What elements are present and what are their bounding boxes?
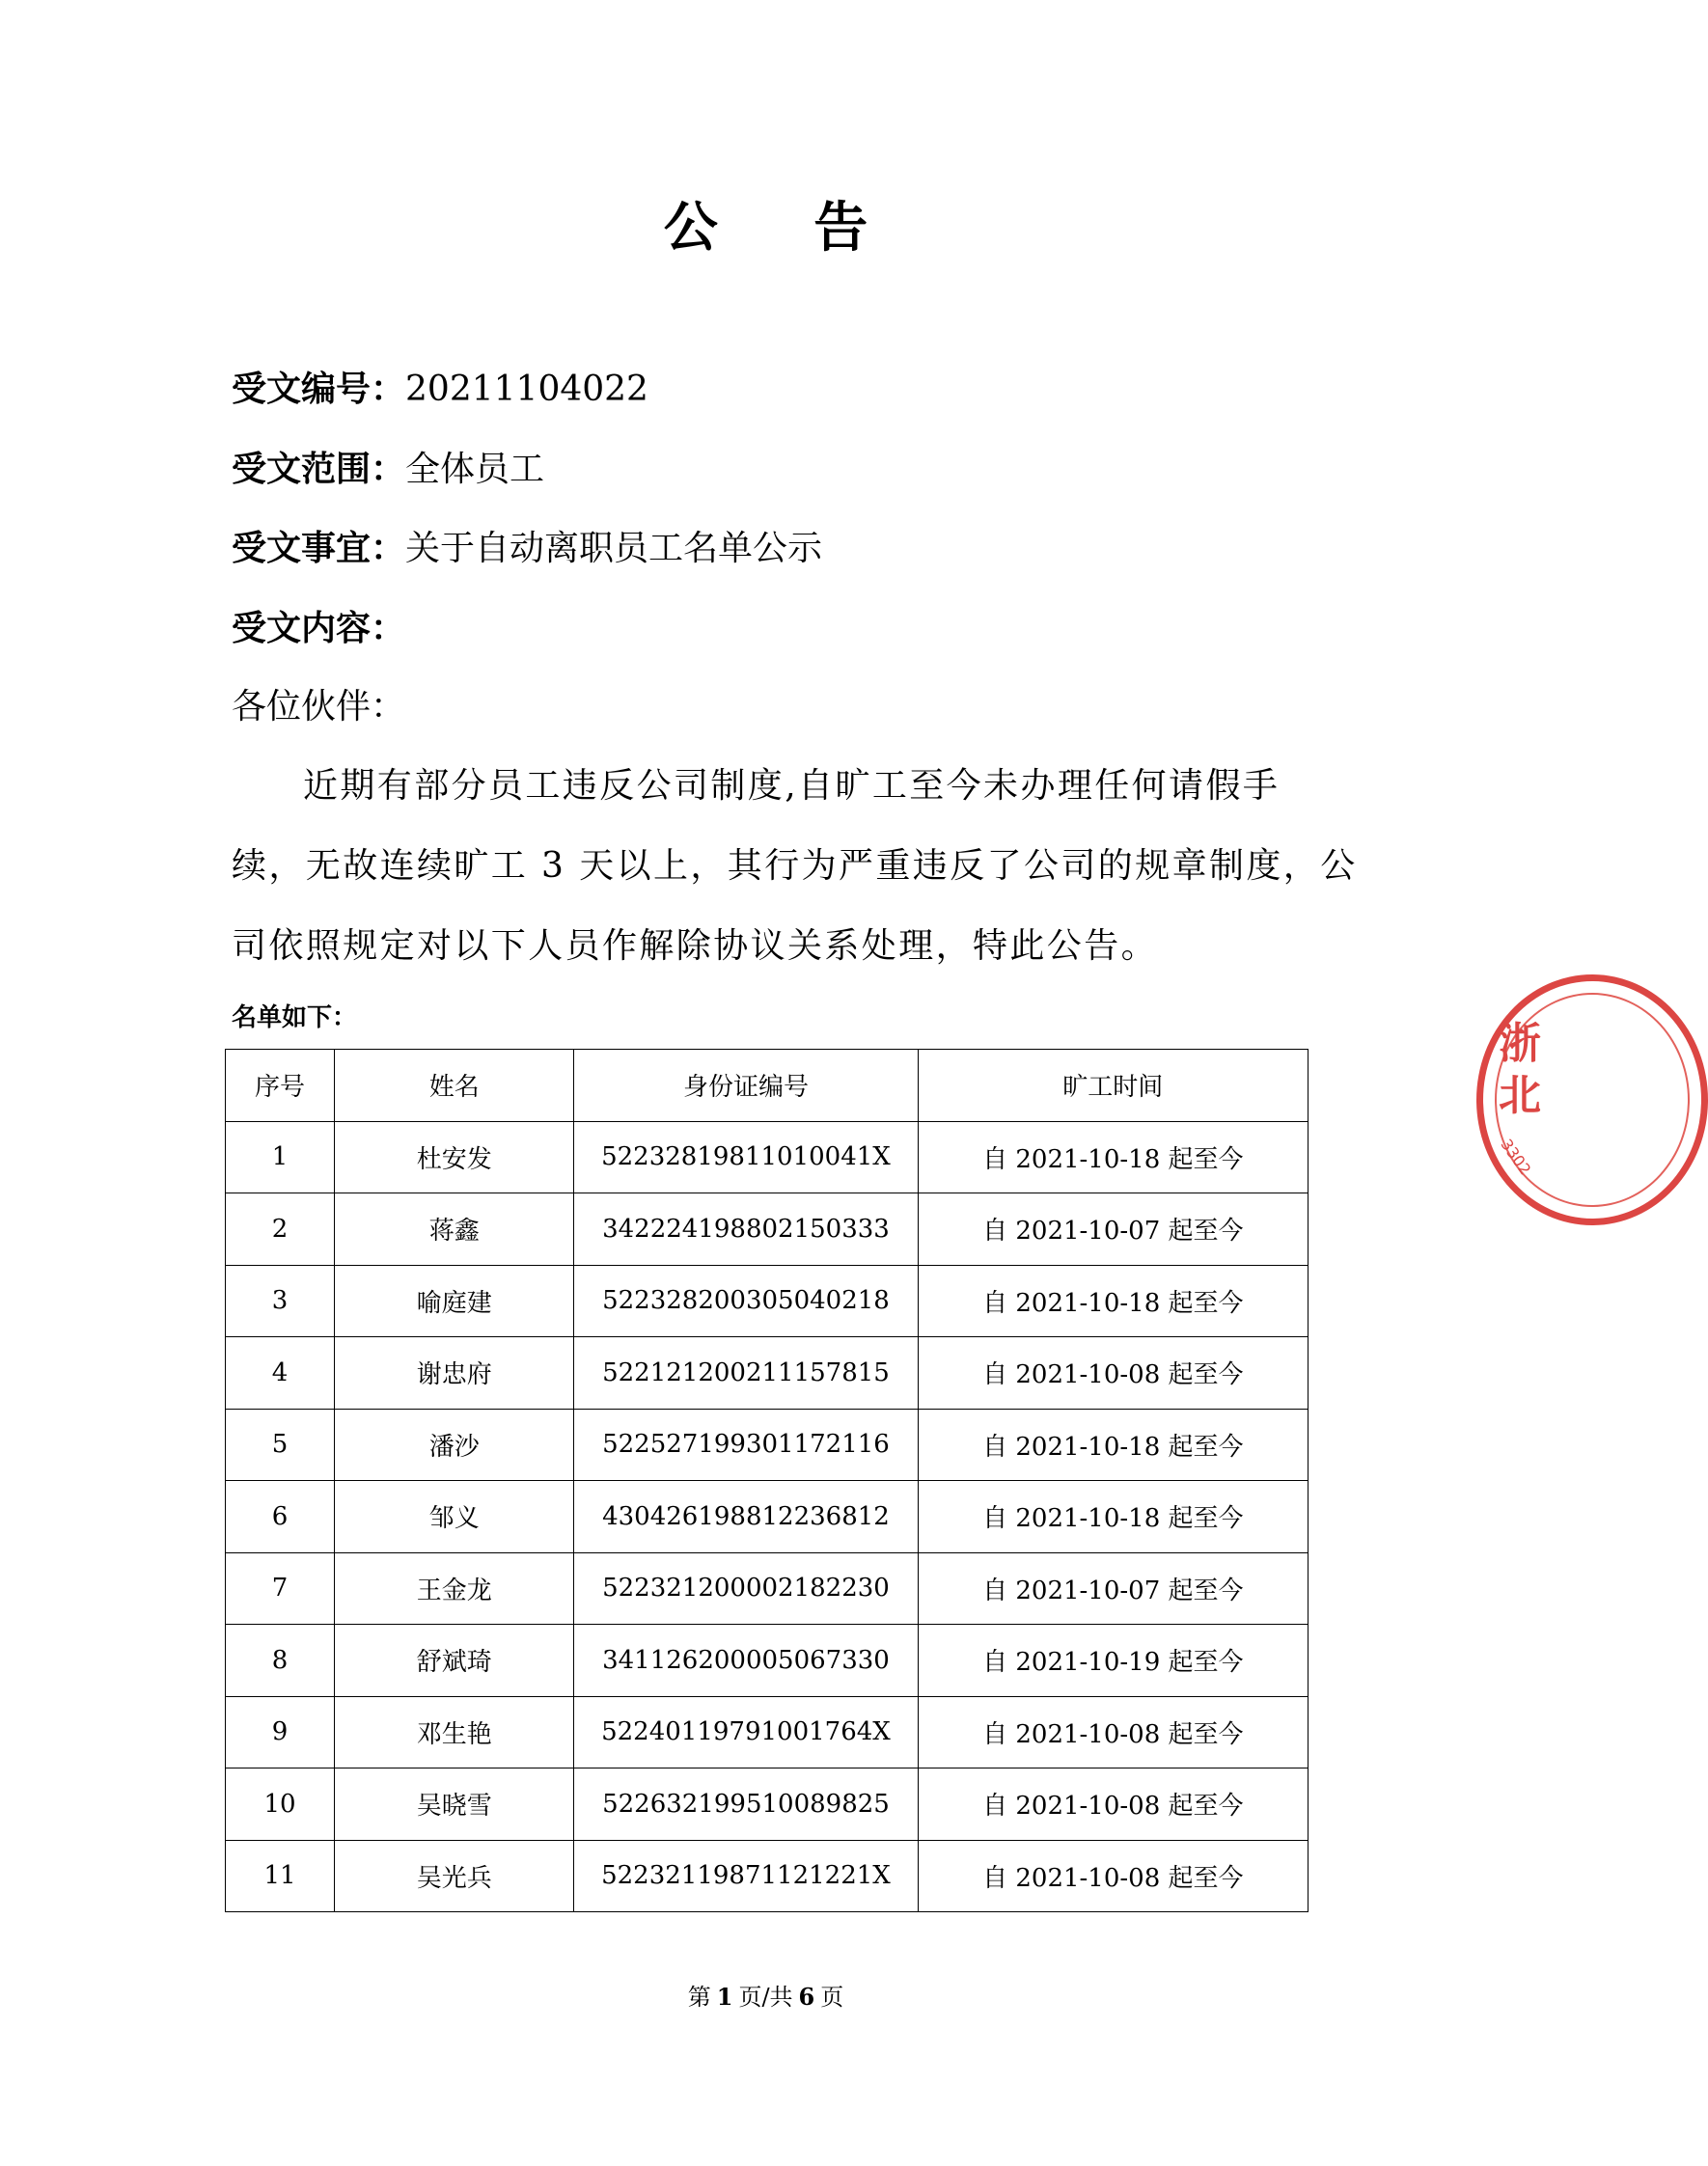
cell-id-number: 52240119791001764X: [574, 1696, 918, 1768]
cell-absence-time: 自 2021-10-08 起至今: [918, 1696, 1308, 1768]
table-header-row: [226, 1050, 1309, 1122]
cell-id-number: 430426198812236812: [574, 1481, 918, 1553]
cell-id-number: 522321200002182230: [574, 1552, 918, 1625]
cell-absence-time: 自 2021-10-18 起至今: [918, 1481, 1308, 1553]
cell-id-number: 522527199301172116: [574, 1409, 918, 1481]
cell-name: 吴晓雪: [335, 1768, 574, 1841]
cell-id-number: 52232119871121221X: [574, 1840, 918, 1912]
table-row: [226, 1193, 1309, 1266]
dismissal-table: [225, 1049, 1309, 1912]
cell-name: 邓生艳: [335, 1696, 574, 1768]
header-absence-time: 旷工时间: [918, 1050, 1308, 1122]
doc-content-line: [232, 604, 405, 653]
doc-number-line: [232, 365, 648, 414]
doc-scope-label: 受文范围：: [232, 449, 406, 489]
footer-suffix: 页: [820, 1984, 844, 2011]
cell-id-number: 52232819811010041X: [574, 1121, 918, 1193]
footer-prefix: 第: [687, 1984, 711, 2011]
cell-absence-time: 自 2021-10-19 起至今: [918, 1625, 1308, 1697]
cell-absence-time: 自 2021-10-18 起至今: [918, 1409, 1308, 1481]
greeting: 各位伙伴：: [232, 687, 406, 727]
cell-id-number: 522121200211157815: [574, 1337, 918, 1410]
cell-name: 王金龙: [335, 1552, 574, 1625]
list-heading: 名单如下：: [232, 1003, 358, 1032]
doc-matter-label: 受文事宜：: [232, 528, 406, 568]
cell-name: 潘沙: [335, 1409, 574, 1481]
cell-name: 喻庭建: [335, 1265, 574, 1337]
table-row: [226, 1696, 1309, 1768]
seal-glyph: 浙: [1499, 1019, 1541, 1068]
body-line: 司依照规定对以下人员作解除协议关系处理，特此公告。: [232, 926, 1159, 966]
cell-name: 蒋鑫: [335, 1193, 574, 1266]
cell-absence-time: 自 2021-10-08 起至今: [918, 1840, 1308, 1912]
doc-matter-line: [232, 524, 822, 573]
table-row: [226, 1840, 1309, 1912]
header-name: 姓名: [335, 1050, 574, 1122]
cell-name: 谢忠府: [335, 1337, 574, 1410]
footer-total-pages: 6: [798, 1983, 815, 2011]
company-seal: [1476, 974, 1708, 1225]
cell-index: 8: [226, 1625, 335, 1697]
table-row: [226, 1625, 1309, 1697]
cell-absence-time: 自 2021-10-18 起至今: [918, 1121, 1308, 1193]
cell-index: 11: [226, 1840, 335, 1912]
header-id-number: 身份证编号: [574, 1050, 918, 1122]
table-row: [226, 1481, 1309, 1553]
cell-id-number: 341126200005067330: [574, 1625, 918, 1697]
cell-index: 3: [226, 1265, 335, 1337]
doc-scope-line: [232, 445, 544, 494]
cell-absence-time: 自 2021-10-08 起至今: [918, 1337, 1308, 1410]
doc-content-label: 受文内容：: [232, 608, 406, 648]
cell-index: 2: [226, 1193, 335, 1266]
table-row: [226, 1768, 1309, 1841]
doc-number-label: 受文编号：: [232, 369, 406, 409]
cell-absence-time: 自 2021-10-07 起至今: [918, 1193, 1308, 1266]
cell-name: 杜安发: [335, 1121, 574, 1193]
page-title: 公 告: [663, 196, 907, 260]
cell-absence-time: 自 2021-10-08 起至今: [918, 1768, 1308, 1841]
table-row: [226, 1552, 1309, 1625]
cell-id-number: 522328200305040218: [574, 1265, 918, 1337]
cell-index: 7: [226, 1552, 335, 1625]
cell-index: 10: [226, 1768, 335, 1841]
cell-name: 舒斌琦: [335, 1625, 574, 1697]
cell-index: 6: [226, 1481, 335, 1553]
doc-number-value: 20211104022: [405, 370, 648, 409]
header-index: 序号: [226, 1050, 335, 1122]
table-row: [226, 1265, 1309, 1337]
seal-glyph: 北: [1499, 1071, 1541, 1120]
cell-id-number: 522632199510089825: [574, 1768, 918, 1841]
table-row: [226, 1121, 1309, 1193]
cell-name: 吴光兵: [335, 1840, 574, 1912]
cell-id-number: 342224198802150333: [574, 1193, 918, 1266]
cell-index: 5: [226, 1409, 335, 1481]
body-line: 续，无故连续旷工 3 天以上，其行为严重违反了公司的规章制度，公: [232, 846, 1358, 886]
cell-absence-time: 自 2021-10-18 起至今: [918, 1265, 1308, 1337]
seal-number: 3302: [1497, 1136, 1535, 1179]
doc-scope-value: 全体员工: [405, 450, 545, 489]
cell-index: 9: [226, 1696, 335, 1768]
cell-absence-time: 自 2021-10-07 起至今: [918, 1552, 1308, 1625]
footer-middle: 页/共: [738, 1984, 793, 2011]
cell-index: 4: [226, 1337, 335, 1410]
page-footer: [0, 1981, 1531, 2014]
doc-matter-value: 关于自动离职员工名单公示: [405, 529, 823, 568]
table-row: [226, 1337, 1309, 1410]
cell-index: 1: [226, 1121, 335, 1193]
cell-name: 邹义: [335, 1481, 574, 1553]
table-row: [226, 1409, 1309, 1481]
body-line: 近期有部分员工违反公司制度,自旷工至今未办理任何请假手: [303, 766, 1281, 806]
footer-page-number: 1: [716, 1983, 733, 2011]
